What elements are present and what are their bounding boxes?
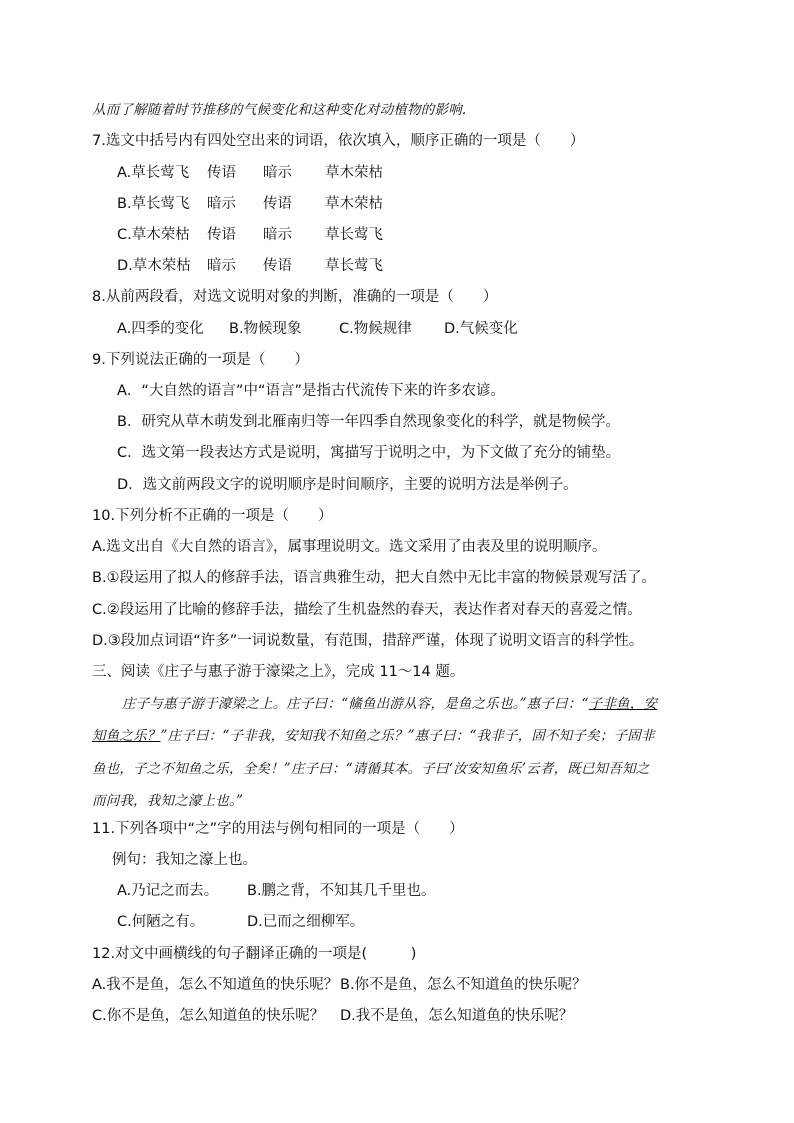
q9-option-c: C．选文第一段表达方式是说明，寓描写于说明之中，为下文做了充分的铺垫。 — [117, 445, 621, 461]
question-10: 10.下列分析不正确的一项是（ ） — [92, 508, 333, 524]
classical-passage-line-2 — [92, 726, 655, 746]
passage-text: 庄子与惠子游于濠梁之上。庄子曰：“鯈鱼出游从容，是鱼之乐也。”惠子曰：“ — [122, 696, 589, 712]
underlined-sentence-part-2: 知鱼之乐？ — [92, 728, 161, 744]
q7d-1: D.草木荣枯 — [117, 258, 191, 274]
q8-option-a: A.四季的变化 — [117, 321, 204, 337]
q7a-1: A.草长莺飞 — [117, 165, 190, 181]
q11-option-d: D.已而之细柳军。 — [247, 914, 365, 930]
q12-option-c: C.你不是鱼，怎么知道鱼的快乐呢？ — [92, 1008, 325, 1024]
q7d-3: 传语 — [263, 258, 292, 274]
q10-option-d: D.③段加点词语“许多”一词说数量，有范围，措辞严谨，体现了说明文语言的科学性。 — [92, 633, 644, 649]
q7c-3: 暗示 — [263, 227, 292, 243]
q7a-2: 传语 — [207, 165, 236, 181]
question-7: 7.选文中括号内有四处空出来的词语，依次填入，顺序正确的一项是（ ） — [92, 133, 585, 149]
q10-option-c: C.②段运用了比喻的修辞手法，描绘了生机盎然的春天，表达作者对春天的喜爱之情。 — [92, 602, 642, 618]
q8-option-c: C.物候规律 — [339, 321, 412, 337]
classical-passage-line-1 — [122, 694, 657, 714]
question-12: 12.对文中画横线的句子翻译正确的一项是( ) — [92, 946, 417, 962]
q10-option-a: A.选文出自《大自然的语言》，属事理说明文。选文采用了由表及里的说明顺序。 — [92, 539, 607, 555]
question-8: 8.从前两段看，对选文说明对象的判断，准确的一项是（ ） — [92, 289, 498, 305]
q12-option-b: B.你不是鱼，怎么不知道鱼的快乐呢？ — [340, 977, 587, 993]
q9-option-b: B．研究从草木萌发到北雁南归等一年四季自然现象变化的科学，就是物候学。 — [117, 414, 620, 430]
q9-option-a: A．“大自然的语言”中“语言”是指古代流传下来的许多农谚。 — [117, 383, 505, 399]
q7d-2: 暗示 — [207, 258, 236, 274]
q7b-4: 草木荣枯 — [325, 196, 383, 212]
q9-option-d: D．选文前两段文字的说明顺序是时间顺序，主要的说明方法是举例子。 — [117, 477, 578, 493]
q7-option-c — [117, 225, 383, 245]
q7c-2: 传语 — [207, 227, 236, 243]
q7b-2: 暗示 — [207, 196, 236, 212]
q8-options — [117, 319, 518, 339]
passage-tail: 从而了解随着时节推移的气候变化和这种变化对动植物的影响. — [92, 102, 467, 118]
q7a-4: 草木荣枯 — [325, 165, 383, 181]
q12-option-a: A.我不是鱼，怎么不知道鱼的快乐呢？ — [92, 977, 339, 993]
classical-passage-line-3: 鱼也，子之不知鱼之乐，全矣！”庄子曰：“请循其本。子曰‘汝安知鱼乐’云者，既已知吾知之 — [92, 761, 650, 777]
q10-option-b: B.①段运用了拟人的修辞手法，语言典雅生动，把大自然中无比丰富的物候景观写活了。 — [92, 570, 657, 586]
question-9: 9.下列说法正确的一项是（ ） — [92, 352, 309, 368]
q11-example: 例句：我知之濠上也。 — [112, 852, 257, 868]
section-3-heading: 三、阅读《庄子与惠子游于濠梁之上》，完成 11～14 题。 — [92, 664, 465, 680]
q12-option-d: D.我不是鱼，怎么知道鱼的快乐呢？ — [340, 1008, 574, 1024]
q7-option-b — [117, 194, 383, 214]
q12-options-cd — [92, 1006, 573, 1026]
q11-option-c: C.何陋之有。 — [117, 914, 205, 930]
q7b-1: B.草长莺飞 — [117, 196, 190, 212]
q7b-3: 传语 — [263, 196, 292, 212]
q7a-3: 暗示 — [263, 165, 292, 181]
q11-option-b: B.鹏之背，不知其几千里也。 — [247, 883, 436, 899]
underlined-sentence-part-1: 子非鱼，安 — [588, 696, 658, 712]
q12-options-ab — [92, 975, 587, 995]
q11-options-cd — [117, 912, 364, 932]
question-11: 11.下列各项中“之”字的用法与例句相同的一项是（ ） — [92, 821, 464, 837]
q7d-4: 草长莺飞 — [325, 258, 383, 274]
q7c-4: 草长莺飞 — [325, 227, 383, 243]
classical-passage-line-4: 而问我，我知之濠上也。” — [92, 793, 244, 809]
q11-option-a: A.乃记之而去。 — [117, 883, 219, 899]
q7-option-a — [117, 163, 383, 183]
q8-option-b: B.物候现象 — [229, 321, 302, 337]
q11-options-ab — [117, 881, 436, 901]
q8-option-d: D.气候变化 — [444, 321, 518, 337]
q7c-1: C.草木荣枯 — [117, 227, 190, 243]
passage-text: ”庄子曰：“子非我，安知我不知鱼之乐？”惠子曰：“我非子，固不知子矣；子固非 — [160, 728, 655, 744]
q7-option-d — [117, 256, 383, 276]
